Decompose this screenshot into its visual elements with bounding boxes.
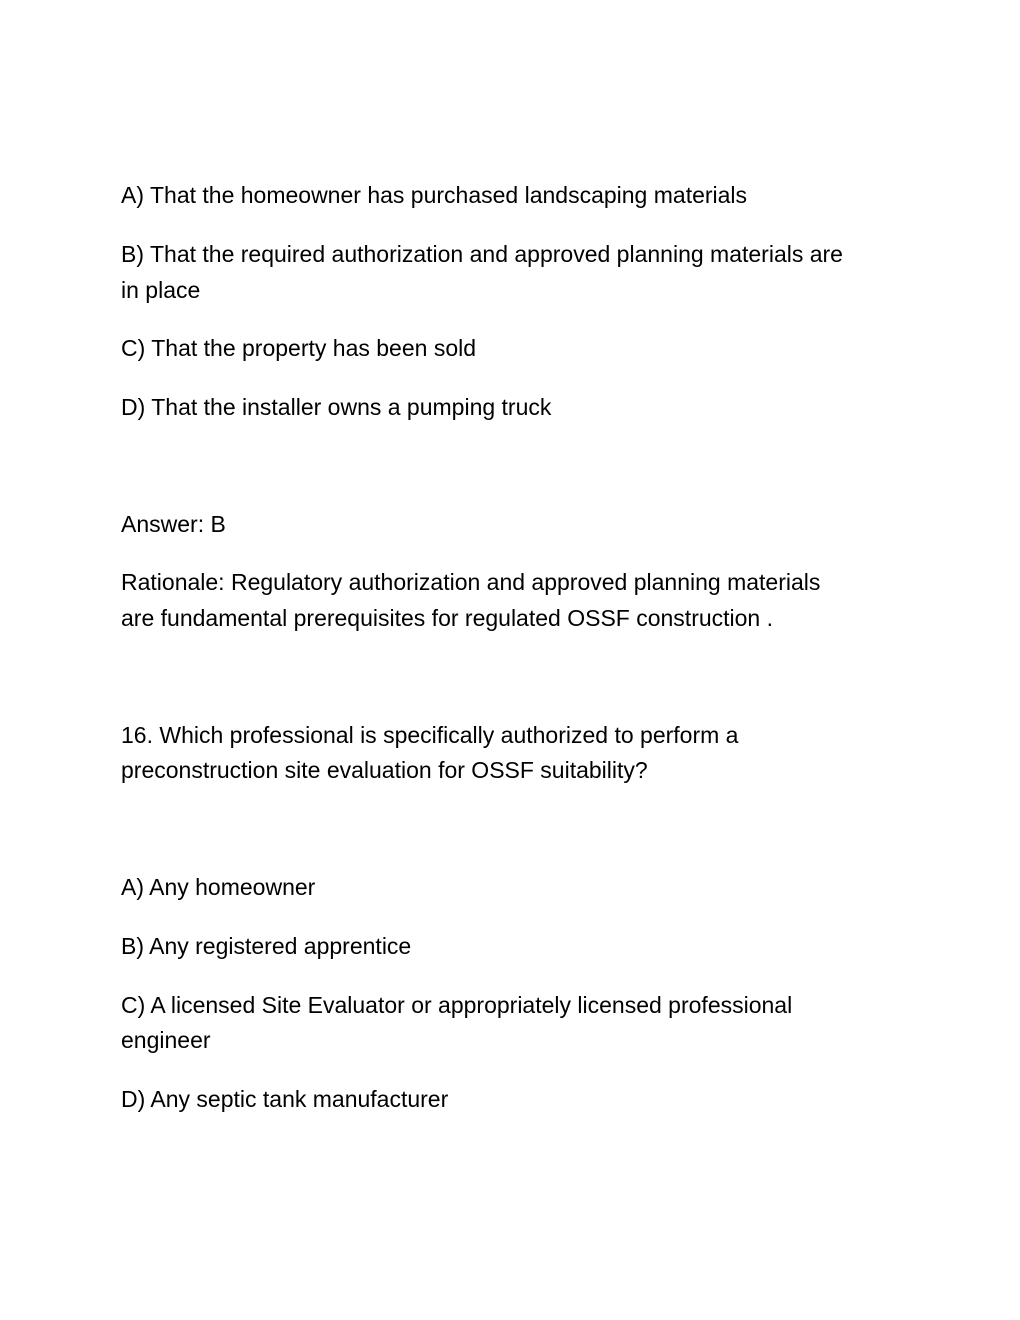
- q15-option-d: D) That the installer owns a pumping truck: [121, 394, 552, 420]
- q15-answer: Answer: B: [121, 511, 226, 537]
- q16-question-line1: 16. Which professional is specifically authorized to perform a: [121, 722, 739, 748]
- q16-option-b: B) Any registered apprentice: [121, 933, 412, 959]
- q15-option-b-line2: in place: [121, 277, 201, 303]
- q16-question-line2: preconstruction site evaluation for OSSF suitability?: [121, 757, 648, 783]
- q15-option-b-line1: B) That the required authorization and approved planning materials are: [121, 241, 843, 267]
- q15-option-c: C) That the property has been sold: [121, 335, 477, 361]
- q16-option-d: D) Any septic tank manufacturer: [121, 1086, 449, 1112]
- q16-option-a: A) Any homeowner: [121, 874, 316, 900]
- q15-option-a: A) That the homeowner has purchased landscaping materials: [121, 182, 748, 208]
- q16-option-c-line1: C) A licensed Site Evaluator or appropriately licensed professional: [121, 992, 793, 1018]
- q15-rationale-line1: Rationale: Regulatory authorization and approved planning materials: [121, 569, 821, 595]
- q16-option-c-line2: engineer: [121, 1027, 211, 1053]
- q15-rationale-line2: are fundamental prerequisites for regulated OSSF construction .: [121, 605, 774, 631]
